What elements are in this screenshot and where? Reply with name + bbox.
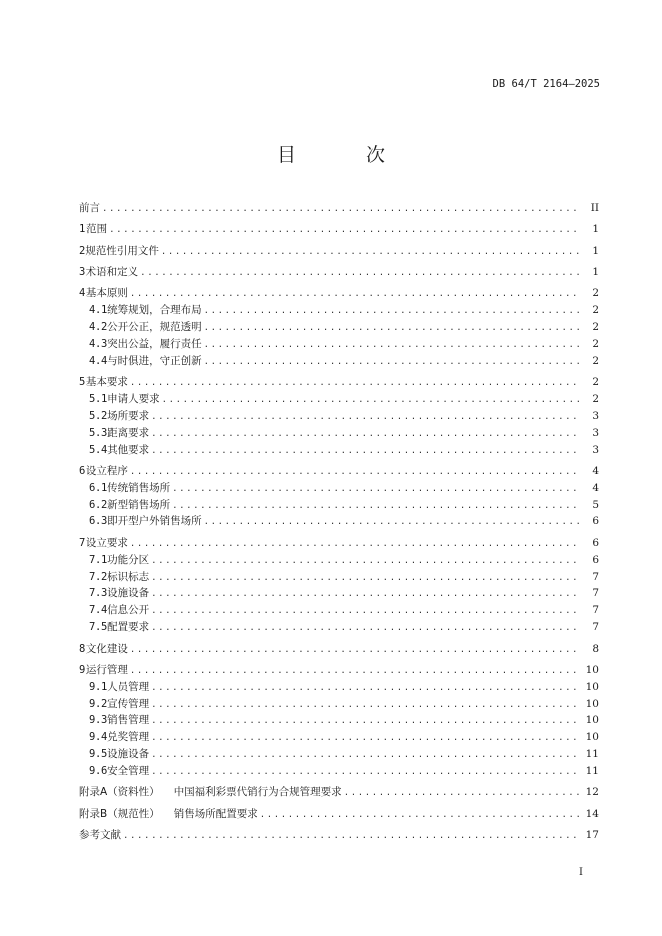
- toc-entry-page: 14: [585, 807, 599, 820]
- toc-entry-number: 附录A（资料性）: [79, 786, 160, 799]
- toc-entry-page: 11: [585, 765, 599, 778]
- toc-leader-dots: [130, 663, 581, 680]
- toc-entry-number: 5: [79, 375, 86, 388]
- toc-entry-label: 运行管理: [85, 663, 128, 676]
- toc-leader-dots: [151, 586, 581, 603]
- toc-entry-label: 前言: [79, 202, 100, 214]
- toc-entry[interactable]: [79, 806, 599, 823]
- toc-entry[interactable]: [79, 243, 599, 260]
- toc-entry-page: 2: [592, 375, 599, 388]
- toc-entry-label: 销售管理: [107, 714, 150, 727]
- toc-entry[interactable]: [79, 662, 599, 679]
- toc-entry-label: 设施设备: [107, 587, 150, 600]
- toc-leader-dots: [162, 392, 581, 409]
- toc-title: 目 次: [276, 144, 418, 166]
- toc-entry-label: 新型销售场所: [107, 498, 171, 511]
- toc-entry-number: 4.1: [89, 304, 108, 317]
- toc-entry[interactable]: [79, 679, 599, 696]
- toc-entry[interactable]: [79, 353, 599, 370]
- toc-entry-number: 9.6: [89, 765, 108, 778]
- toc-entry-number: 7.4: [89, 604, 108, 617]
- toc-leader-dots: [109, 222, 581, 239]
- toc-leader-dots: [151, 443, 581, 460]
- toc-entry-number: 5.4: [89, 443, 108, 456]
- toc-entry-page: 2: [592, 337, 599, 350]
- page-number: I: [579, 867, 583, 878]
- toc-entry-number: 6.3: [89, 515, 108, 528]
- toc-leader-dots: [151, 730, 581, 747]
- toc-entry[interactable]: [79, 619, 599, 636]
- toc-entry[interactable]: [79, 696, 599, 713]
- toc-entry[interactable]: [79, 585, 599, 602]
- toc-entry-page: 7: [592, 570, 599, 583]
- toc-entry-page: 3: [592, 443, 599, 456]
- toc-entry[interactable]: [79, 302, 599, 319]
- toc-entry-number: 6: [79, 464, 86, 477]
- toc-entry-page: 7: [592, 604, 599, 617]
- toc-entry[interactable]: [79, 319, 599, 336]
- toc-entry-number: 2: [79, 244, 86, 257]
- toc-entry-page: 2: [592, 320, 599, 333]
- toc-entry-page: 10: [585, 714, 599, 727]
- toc-entry-page: 6: [592, 536, 599, 549]
- toc-leader-dots: [204, 303, 581, 320]
- toc-entry-number: 7.3: [89, 587, 108, 600]
- toc-entry-page: 2: [592, 287, 599, 300]
- toc-entry-label: 人员管理: [107, 680, 150, 693]
- toc-leader-dots: [151, 570, 581, 587]
- toc-leader-dots: [172, 481, 581, 498]
- toc-entry[interactable]: [79, 784, 599, 801]
- toc-entry-label: 设施设备: [107, 748, 150, 761]
- toc-entry-label: 突出公益，履行责任: [107, 337, 202, 350]
- toc-entry[interactable]: [79, 442, 599, 459]
- toc-entry-page: 7: [592, 587, 599, 600]
- toc-entry[interactable]: [79, 712, 599, 729]
- toc-entry-number: 4.4: [89, 354, 108, 367]
- toc-entry-page: 10: [585, 680, 599, 693]
- toc-leader-dots: [151, 426, 581, 443]
- toc-entry-number: 3: [79, 265, 86, 278]
- toc-leader-dots: [151, 603, 581, 620]
- toc-entry-page: 8: [592, 642, 599, 655]
- toc-entry-number: 9.1: [89, 680, 108, 693]
- toc-entry[interactable]: [79, 408, 599, 425]
- toc-entry[interactable]: [79, 480, 599, 497]
- toc-entry-number: 4.2: [89, 320, 108, 333]
- toc-entry-page: 2: [592, 354, 599, 367]
- toc-entry-page: 4: [592, 464, 599, 477]
- toc-entry-page: 6: [592, 553, 599, 566]
- toc-entry-page: 1: [592, 265, 599, 278]
- toc-entry-number: 8: [79, 642, 86, 655]
- toc-entry-label: 基本原则: [85, 287, 128, 300]
- toc-entry-label: 基本要求: [85, 375, 128, 388]
- toc-entry-page: 1: [592, 244, 599, 257]
- toc-entry-number: 4.3: [89, 337, 108, 350]
- toc-entry-label: 中国福利彩票代销行为合规管理要求: [173, 786, 342, 799]
- toc-entry[interactable]: [79, 569, 599, 586]
- toc-entry-page: 2: [592, 392, 599, 405]
- toc-leader-dots: [140, 265, 581, 282]
- toc-entry-label: 术语和定义: [85, 265, 139, 278]
- toc-entry[interactable]: [79, 746, 599, 763]
- toc-entry[interactable]: [79, 827, 599, 844]
- toc-entry-number: 5.3: [89, 426, 108, 439]
- toc-entry-page: 2: [592, 304, 599, 317]
- toc-entry[interactable]: [79, 374, 599, 391]
- toc-leader-dots: [161, 244, 581, 261]
- toc-entry-label: 宣传管理: [107, 697, 150, 710]
- toc-leader-dots: [102, 201, 581, 218]
- toc-leader-dots: [151, 697, 581, 714]
- toc-entry-number: 9: [79, 663, 86, 676]
- toc-entry-label: 参考文献: [79, 828, 121, 841]
- toc-entry-page: 10: [585, 731, 599, 744]
- toc-leader-dots: [130, 286, 581, 303]
- toc-entry-label: 传统销售场所: [107, 481, 171, 494]
- standard-code: DB 64/T 2164—2025: [492, 78, 600, 90]
- toc-leader-dots: [130, 536, 581, 553]
- toc-entry-label: 标识标志: [107, 570, 150, 583]
- toc-leader-dots: [151, 409, 581, 426]
- toc-entry-number: 7.2: [89, 570, 108, 583]
- toc-leader-dots: [204, 337, 581, 354]
- toc-entry-label: 文化建设: [85, 642, 128, 655]
- toc-entry-label: 公开公正，规范透明: [107, 320, 202, 333]
- toc-entry-number: 9.3: [89, 714, 108, 727]
- toc-entry-label: 即开型户外销售场所: [107, 515, 202, 528]
- toc-entry-number: 7.1: [89, 553, 108, 566]
- toc-leader-dots: [151, 764, 581, 781]
- toc-entry-label: 申请人要求: [107, 392, 160, 405]
- toc-entry-label: 与时俱进，守正创新: [107, 354, 202, 367]
- toc-entry-label: 其他要求: [107, 443, 150, 456]
- toc-entry-page: 6: [592, 515, 599, 528]
- toc-entry-page: 12: [585, 786, 599, 799]
- toc-entry-page: 10: [585, 697, 599, 710]
- toc-entry-label: 规范性引用文件: [85, 244, 159, 257]
- toc-entry-number: 7.5: [89, 621, 108, 634]
- toc-leader-dots: [130, 375, 581, 392]
- toc-entry-number: 5.1: [89, 392, 108, 405]
- toc-leader-dots: [172, 498, 581, 515]
- table-of-contents: [79, 200, 599, 844]
- toc-entry-number: 6.1: [89, 481, 108, 494]
- toc-entry-label: 功能分区: [107, 553, 150, 566]
- toc-entry-number: 1: [79, 223, 86, 236]
- toc-entry-number: 9.4: [89, 731, 108, 744]
- toc-entry-label: 信息公开: [107, 604, 150, 617]
- toc-entry-page: 1: [592, 223, 599, 236]
- toc-entry-label: 范围: [86, 223, 108, 236]
- toc-entry-page: 10: [585, 663, 599, 676]
- toc-entry[interactable]: [79, 729, 599, 746]
- toc-entry[interactable]: [79, 463, 599, 480]
- toc-entry[interactable]: [79, 336, 599, 353]
- toc-entry-number: 6.2: [89, 498, 108, 511]
- toc-entry-page: 3: [592, 409, 599, 422]
- toc-leader-dots: [130, 464, 581, 481]
- toc-entry-number: 附录B（规范性）: [79, 807, 160, 820]
- toc-entry[interactable]: [79, 285, 599, 302]
- toc-entry[interactable]: [79, 641, 599, 658]
- toc-entry-page: 17: [585, 828, 599, 841]
- toc-leader-dots: [151, 680, 581, 697]
- toc-entry-label: 场所要求: [107, 409, 150, 422]
- toc-entry-page: 7: [592, 621, 599, 634]
- toc-entry-page: 3: [592, 426, 599, 439]
- toc-entry[interactable]: [79, 425, 599, 442]
- toc-entry-label: 安全管理: [107, 765, 150, 778]
- toc-entry-number: 5.2: [89, 409, 108, 422]
- toc-entry-label: 统筹规划，合理布局: [107, 304, 202, 317]
- toc-entry-number: 7: [79, 536, 86, 549]
- toc-entry[interactable]: [79, 513, 599, 530]
- toc-leader-dots: [344, 785, 581, 802]
- toc-leader-dots: [151, 713, 581, 730]
- toc-leader-dots: [204, 354, 581, 371]
- toc-entry[interactable]: [79, 497, 599, 514]
- toc-entry-page: 11: [585, 748, 599, 761]
- toc-entry[interactable]: [79, 200, 599, 217]
- toc-entry-label: 配置要求: [107, 621, 150, 634]
- toc-entry[interactable]: [79, 763, 599, 780]
- toc-entry-label: 兑奖管理: [107, 731, 150, 744]
- toc-entry-number: 9.5: [89, 748, 108, 761]
- toc-entry[interactable]: [79, 264, 599, 281]
- toc-leader-dots: [151, 620, 581, 637]
- toc-leader-dots: [151, 747, 581, 764]
- toc-leader-dots: [204, 320, 581, 337]
- toc-entry[interactable]: [79, 535, 599, 552]
- toc-entry[interactable]: [79, 221, 599, 238]
- toc-entry-page: 4: [592, 481, 599, 494]
- toc-leader-dots: [123, 828, 581, 845]
- toc-entry-page: II: [590, 202, 599, 214]
- toc-entry-number: 4: [79, 287, 86, 300]
- toc-entry-page: 5: [592, 498, 599, 511]
- toc-entry[interactable]: [79, 552, 599, 569]
- toc-entry-label: 设立要求: [85, 536, 128, 549]
- toc-entry-label: 距离要求: [107, 426, 150, 439]
- toc-entry-number: 9.2: [89, 697, 108, 710]
- toc-entry[interactable]: [79, 602, 599, 619]
- toc-entry-label: 销售场所配置要求: [173, 807, 258, 820]
- toc-leader-dots: [204, 514, 581, 531]
- toc-entry[interactable]: [79, 391, 599, 408]
- toc-leader-dots: [130, 642, 581, 659]
- toc-leader-dots: [260, 807, 581, 824]
- toc-entry-label: 设立程序: [85, 464, 128, 477]
- toc-leader-dots: [151, 553, 581, 570]
